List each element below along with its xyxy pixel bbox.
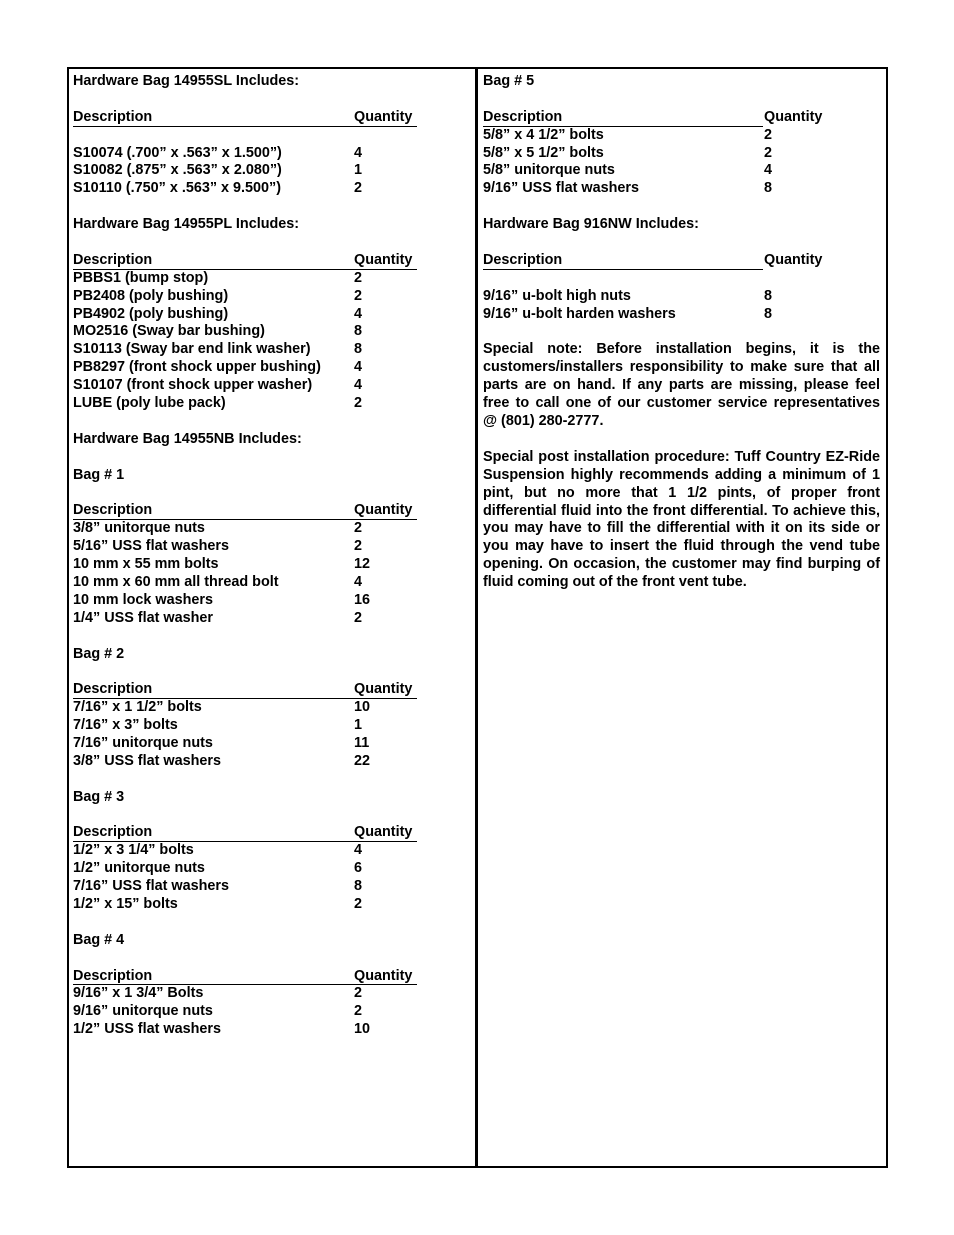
table-row: 10 mm lock washers 16 [73, 591, 371, 608]
table-header [483, 252, 880, 270]
quantity-header: Quantity [354, 967, 413, 984]
table-row: 1/2” x 15” bolts 2 [73, 895, 363, 912]
right-column [483, 73, 880, 592]
table-header [483, 109, 880, 127]
description-header: Description [73, 824, 153, 841]
table-row: 1/2” unitorque nuts 6 [73, 860, 363, 877]
table-row: 9/16” unitorque nuts 2 [73, 1003, 363, 1020]
table-row: 1/2” USS flat washers 10 [73, 1021, 371, 1038]
special-note: Special note: Before installation begins, it is the customers/installers responsibility to make sure that all parts are on hand. If any parts are missing, please feel free to call one of our customer service representatives @ (801) 280-2777. [483, 341, 880, 429]
table-row: S10107 (front shock upper washer) 4 [73, 377, 363, 394]
special-post-installation-note: Special post installation procedure: Tuff Country EZ-Ride Suspension highly recommends adding a minimum of 1 pint, but no more that 1 1/2 pints, of proper front differential fluid into the front differential. To achieve this, you may have to fill the differential with it on its side or you may have to insert the fluid through the vend tube opening. On occasion, the customer may find burping of fluid coming out of the front vent tube. [483, 448, 880, 591]
table-row: 10 mm x 55 mm bolts 12 [73, 556, 371, 573]
left-column [73, 73, 471, 1039]
quantity-header: Quantity [354, 108, 413, 125]
table-row: 3/8” unitorque nuts 2 [73, 520, 363, 537]
table-header [73, 681, 471, 699]
table-row: 9/16” u-bolt harden washers 8 [483, 305, 773, 322]
quantity-header: Quantity [354, 824, 413, 841]
table-header [73, 502, 471, 520]
table-row: 9/16” u-bolt high nuts 8 [483, 287, 773, 304]
table-row: 7/16” USS flat washers 8 [73, 878, 363, 895]
header-rule [73, 126, 417, 127]
bag-title: Bag # 5 [483, 73, 535, 89]
table-row: 1/2” x 3 1/4” bolts 4 [73, 842, 363, 859]
description-header: Description [73, 681, 153, 698]
table-row: S10110 (.750” x .563” x 9.500”) 2 [73, 180, 363, 197]
description-header: Description [483, 251, 563, 268]
table-header [73, 824, 471, 842]
table-row: 5/16” USS flat washers 2 [73, 538, 363, 555]
quantity-header: Quantity [354, 502, 413, 519]
table-row: 3/8” USS flat washers 22 [73, 752, 371, 769]
table-row: 7/16” x 3” bolts 1 [73, 717, 363, 734]
table-row: 10 mm x 60 mm all thread bolt 4 [73, 573, 363, 590]
quantity-header: Quantity [354, 251, 413, 268]
table-row: 7/16” unitorque nuts 11 [73, 734, 370, 751]
description-header: Description [73, 108, 153, 125]
section-title: Hardware Bag 916NW Includes: [483, 216, 699, 233]
bag-title: Bag # 2 [73, 645, 125, 662]
description-header: Description [73, 251, 153, 268]
table-header [73, 968, 471, 986]
quantity-header: Quantity [764, 251, 823, 268]
table-row: PB4902 (poly bushing) 4 [73, 305, 363, 322]
table-row: 5/8” x 4 1/2” bolts 2 [483, 126, 773, 143]
column-divider [475, 67, 478, 1168]
bag-title: Bag # 3 [73, 788, 125, 805]
header-rule [483, 269, 763, 270]
table-row: MO2516 (Sway bar bushing) 8 [73, 323, 363, 340]
table-row: S10082 (.875” x .563” x 2.080”) 1 [73, 162, 363, 179]
table-row: S10113 (Sway bar end link washer) 8 [73, 341, 363, 358]
section-title: Hardware Bag 14955SL Includes: [73, 73, 300, 89]
table-row: PBBS1 (bump stop) 2 [73, 269, 363, 286]
table-row: 5/8” x 5 1/2” bolts 2 [483, 144, 773, 161]
table-row: 1/4” USS flat washer 2 [73, 609, 363, 626]
table-row: 5/8” unitorque nuts 4 [483, 162, 773, 179]
table-header [73, 252, 471, 270]
table-row: 9/16” x 1 3/4” Bolts 2 [73, 985, 363, 1002]
table-row: LUBE (poly lube pack) 2 [73, 395, 363, 412]
section-title: Hardware Bag 14955PL Includes: [73, 216, 300, 233]
description-header: Description [73, 967, 153, 984]
bag-title: Bag # 4 [73, 931, 125, 948]
quantity-header: Quantity [764, 108, 823, 125]
description-header: Description [483, 108, 563, 125]
table-row: PB2408 (poly bushing) 2 [73, 287, 363, 304]
description-header: Description [73, 502, 153, 519]
bag-title: Bag # 1 [73, 466, 125, 483]
table-row: 9/16” USS flat washers 8 [483, 180, 773, 197]
table-row: 7/16” x 1 1/2” bolts 10 [73, 699, 371, 716]
quantity-header: Quantity [354, 681, 413, 698]
section-title: Hardware Bag 14955NB Includes: [73, 430, 302, 447]
table-row: PB8297 (front shock upper bushing) 4 [73, 359, 363, 376]
table-header [73, 109, 471, 127]
table-row: S10074 (.700” x .563” x 1.500”) 4 [73, 144, 363, 161]
